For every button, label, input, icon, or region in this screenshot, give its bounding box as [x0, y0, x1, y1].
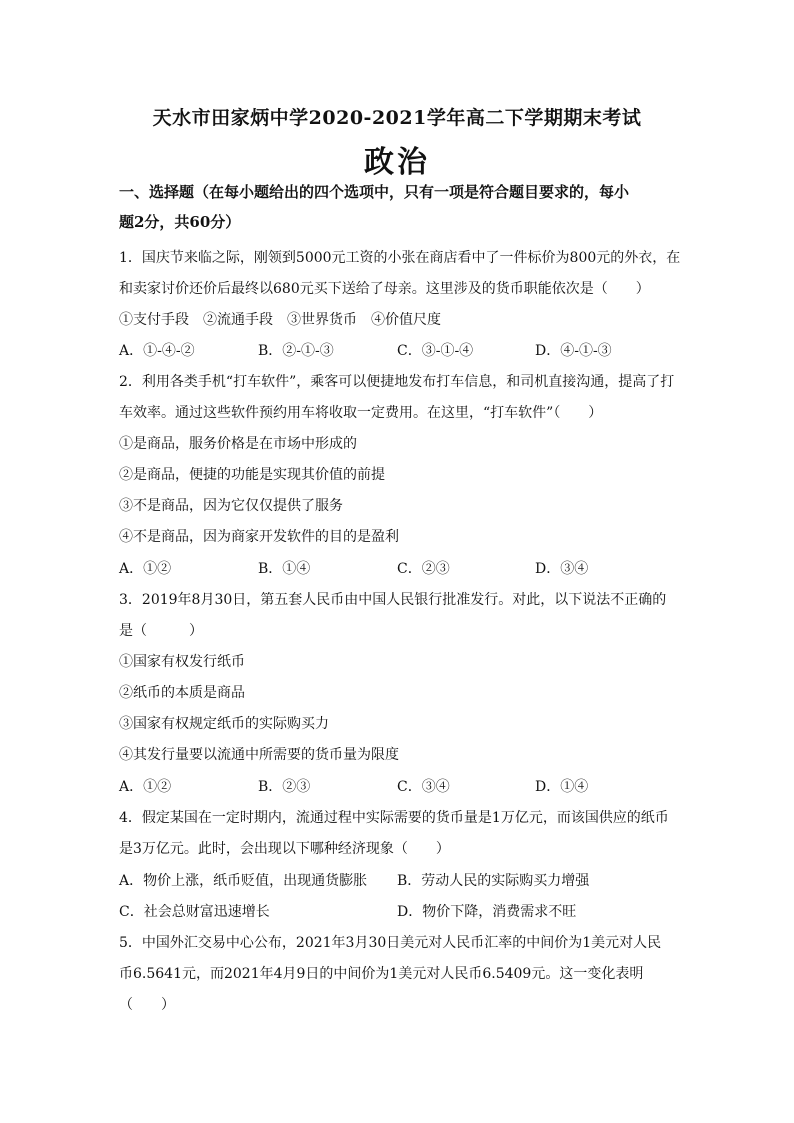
q2-option-c[interactable]: C．②③ — [397, 561, 450, 577]
q1-options — [119, 341, 679, 361]
q2-option-a[interactable]: A．①② — [119, 561, 172, 577]
exam-title: 天水市田家炳中学2020-2021学年高二下学期期末考试 — [152, 107, 642, 129]
q1-items: ①支付手段 ②流通手段 ③世界货币 ④价值尺度 — [119, 312, 441, 328]
q1-option-a[interactable]: A．①-④-② — [119, 343, 195, 359]
q3-option-a[interactable]: A．①② — [119, 779, 172, 795]
q1-option-b[interactable]: B．②-①-③ — [258, 343, 334, 359]
q2-stem-line-1: 2．利用各类手机“打车软件”，乘客可以便捷地发布打车信息，和司机直接沟通，提高了打 — [119, 374, 675, 390]
q5-stem-line-3: （ ） — [119, 997, 175, 1013]
q4-option-a[interactable]: A．物价上涨，纸币贬值，出现通货膨胀 — [119, 873, 368, 889]
q3-item-2: ②纸币的本质是商品 — [119, 685, 245, 701]
q3-option-c[interactable]: C．③④ — [397, 779, 450, 795]
section-heading-line-2: 题2分，共60分） — [119, 213, 241, 231]
q5-stem-line-1: 5．中国外汇交易中心公布，2021年3月30日美元对人民币汇率的中间价为1美元对人民 — [119, 935, 662, 951]
section-heading-line-1: 一、选择题（在每小题给出的四个选项中，只有一项是符合题目要求的，每小 — [119, 183, 630, 201]
q1-option-d[interactable]: D．④-①-③ — [535, 343, 612, 359]
q4-stem-line-1: 4．假定某国在一定时期内，流通过程中实际需要的货币量是1万亿元，而该国供应的纸币 — [119, 810, 669, 826]
q3-stem-line-1: 3．2019年8月30日，第五套人民币由中国人民银行批准发行。对此，以下说法不正确的 — [119, 592, 667, 608]
q2-item-4: ④不是商品，因为商家开发软件的目的是盈利 — [119, 529, 399, 545]
q3-item-3: ③国家有权规定纸币的实际购买力 — [119, 716, 329, 732]
q3-options — [119, 777, 679, 797]
q4-option-b[interactable]: B．劳动人民的实际购买力增强 — [397, 873, 590, 889]
q3-item-1: ①国家有权发行纸币 — [119, 654, 245, 670]
q2-option-d[interactable]: D．③④ — [535, 561, 589, 577]
q2-item-2: ②是商品，便捷的功能是实现其价值的前提 — [119, 467, 385, 483]
q2-options — [119, 559, 679, 579]
q3-item-4: ④其发行量要以流通中所需要的货币量为限度 — [119, 747, 399, 763]
q2-item-3: ③不是商品，因为它仅仅提供了服务 — [119, 498, 343, 514]
q3-stem-line-2: 是（ ） — [119, 623, 203, 639]
q2-option-b[interactable]: B．①④ — [258, 561, 311, 577]
q1-stem-line-1: 1．国庆节来临之际，刚领到5000元工资的小张在商店看中了一件标价为800元的外衣，在 — [119, 250, 681, 266]
q4-option-c[interactable]: C．社会总财富迅速增长 — [119, 904, 270, 920]
q2-stem-line-2: 车效率。通过这些软件预约用车将收取一定费用。在这里，“打车软件”（ ） — [119, 405, 603, 421]
subject-title: 政治 — [364, 145, 430, 180]
q4-option-d[interactable]: D．物价下降，消费需求不旺 — [397, 904, 577, 920]
q2-item-1: ①是商品，服务价格是在市场中形成的 — [119, 436, 357, 452]
q4-options-row-2 — [119, 902, 679, 922]
q4-options-row-1 — [119, 871, 679, 891]
q3-option-b[interactable]: B．②③ — [258, 779, 311, 795]
q3-option-d[interactable]: D．①④ — [535, 779, 589, 795]
q1-option-c[interactable]: C．③-①-④ — [397, 343, 474, 359]
q5-stem-line-2: 币6.5641元，而2021年4月9日的中间价为1美元对人民币6.5409元。这一变化表明 — [119, 966, 644, 982]
q4-stem-line-2: 是3万亿元。此时，会出现以下哪种经济现象（ ） — [119, 841, 450, 857]
q1-stem-line-2: 和卖家讨价还价后最终以680元买下送给了母亲。这里涉及的货币职能依次是（ ） — [119, 281, 650, 297]
